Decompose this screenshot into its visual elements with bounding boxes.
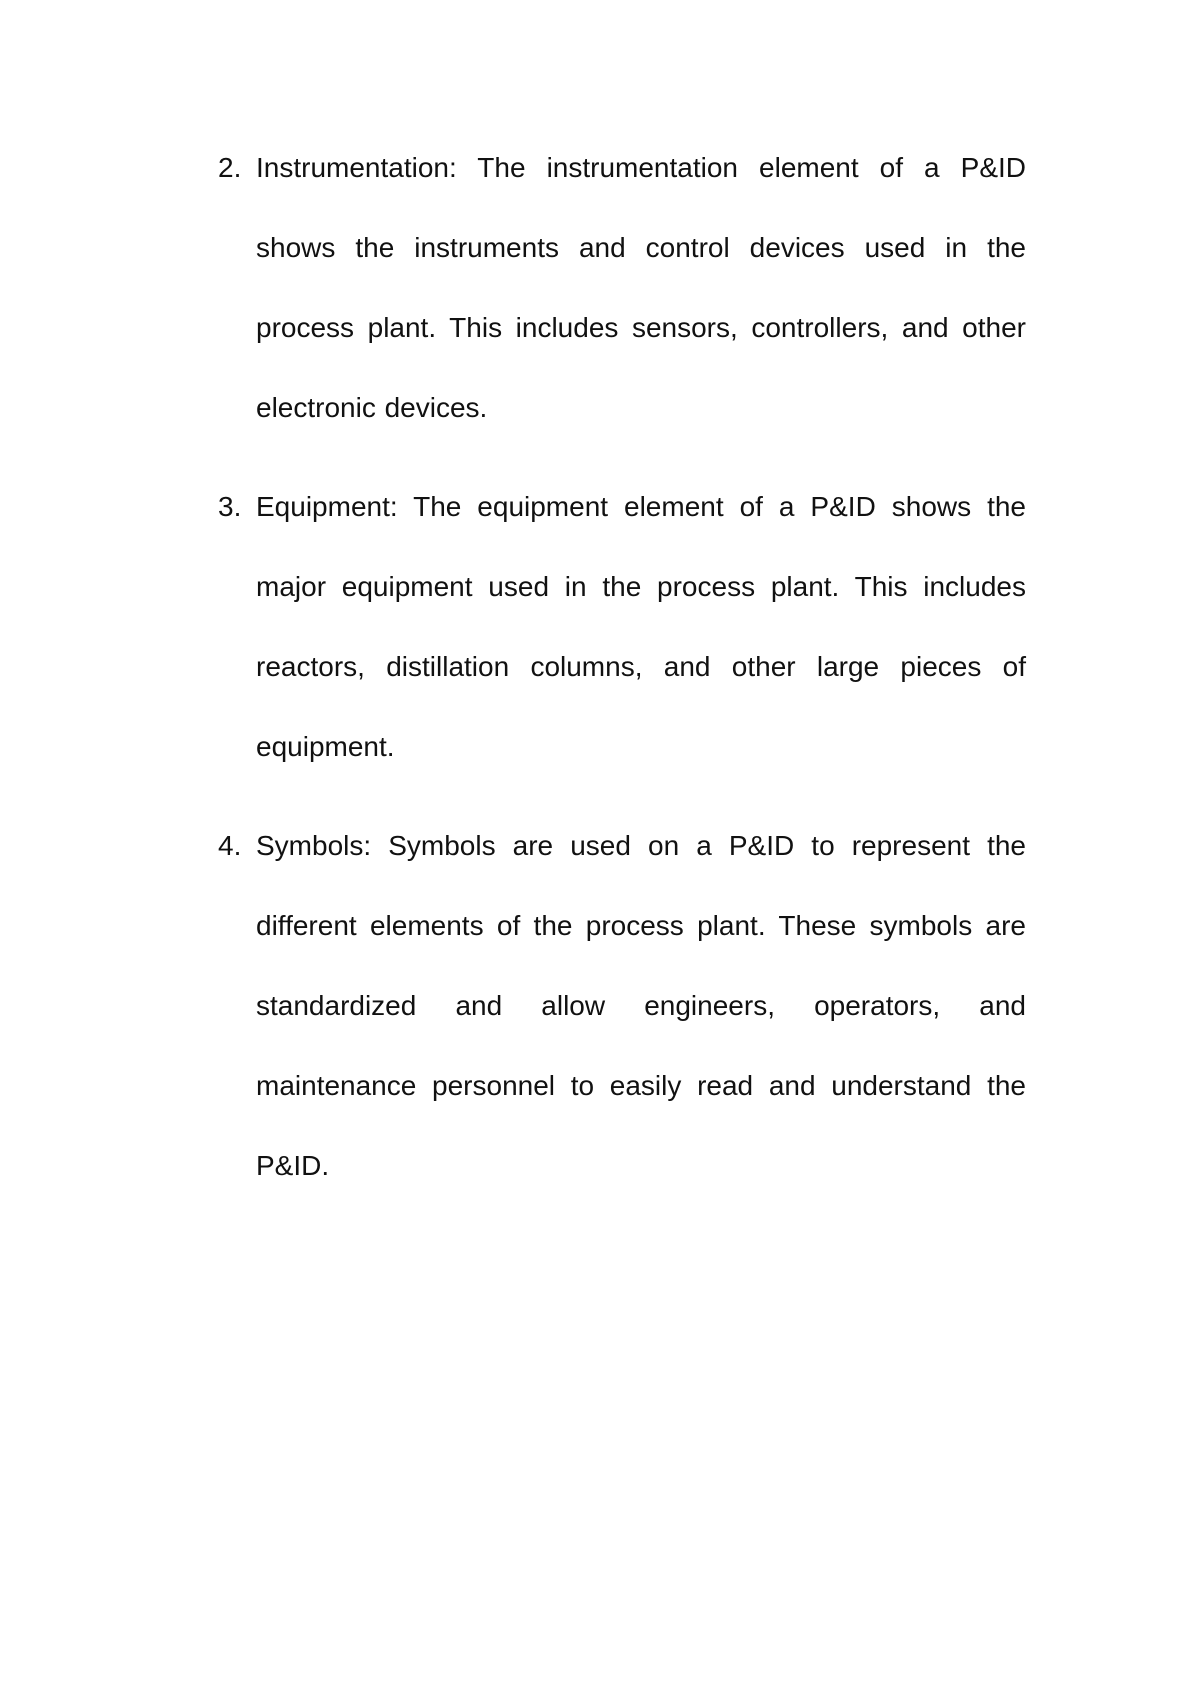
numbered-list — [218, 128, 1026, 1225]
list-item — [218, 128, 1026, 448]
list-item-number: 2. — [218, 152, 242, 183]
list-item — [218, 806, 1026, 1206]
list-item-number: 3. — [218, 491, 242, 522]
list-item-number: 4. — [218, 830, 242, 861]
list-item-text: Equipment: The equipment element of a P&ID shows the major equipment used in the process plant. This includes reactors, distillation columns, and other large pieces of equipment. — [256, 491, 1026, 762]
list-item-text: Instrumentation: The instrumentation element of a P&ID shows the instruments and control devices used in the process plant. This includes sensors, controllers, and other electronic devices. — [256, 152, 1026, 423]
list-item-text: Symbols: Symbols are used on a P&ID to represent the different elements of the process plant. These symbols are standardized and allow engineers, operators, and maintenance personnel to easily read and understand the P&ID. — [256, 830, 1026, 1181]
list-item — [218, 467, 1026, 787]
